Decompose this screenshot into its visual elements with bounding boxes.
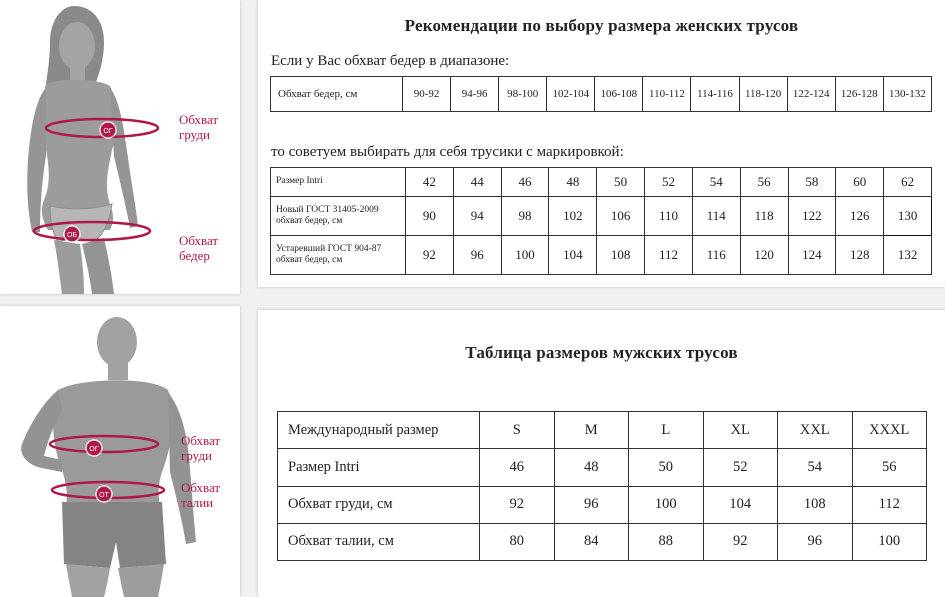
table-cell: 118 bbox=[740, 196, 788, 235]
table-cell: 120 bbox=[740, 235, 788, 274]
table-cell: 116 bbox=[692, 235, 740, 274]
table-cell: 118-120 bbox=[739, 77, 787, 112]
table-row bbox=[271, 196, 932, 235]
table-cell: 48 bbox=[554, 449, 629, 486]
table-cell: 104 bbox=[703, 486, 778, 523]
table-cell: 104 bbox=[549, 235, 597, 274]
table-cell: 90 bbox=[406, 196, 454, 235]
table-cell: 128 bbox=[836, 235, 884, 274]
table-row bbox=[271, 168, 932, 197]
table-cell: 42 bbox=[406, 168, 454, 197]
table-cell: 96 bbox=[453, 235, 501, 274]
table-cell: 106-108 bbox=[595, 77, 643, 112]
table-cell: 56 bbox=[852, 449, 927, 486]
table-cell: 92 bbox=[703, 523, 778, 560]
table-cell: 98 bbox=[501, 196, 549, 235]
table-cell: 130-132 bbox=[883, 77, 931, 112]
table-cell: 94-96 bbox=[451, 77, 499, 112]
table-cell: 94 bbox=[453, 196, 501, 235]
table-cell: 44 bbox=[453, 168, 501, 197]
row-header-chest: Обхват груди, см bbox=[278, 486, 480, 523]
hips-range-table bbox=[270, 76, 932, 112]
chest-marker: ОГ bbox=[89, 446, 99, 453]
women-size-panel bbox=[258, 0, 945, 287]
table-cell: 114 bbox=[692, 196, 740, 235]
row-header-intri: Размер Intri bbox=[271, 168, 406, 197]
table-cell: 54 bbox=[692, 168, 740, 197]
table-row bbox=[278, 486, 927, 523]
table-cell: 96 bbox=[554, 486, 629, 523]
table-cell: 58 bbox=[788, 168, 836, 197]
table-cell: 50 bbox=[597, 168, 645, 197]
table-cell: 84 bbox=[554, 523, 629, 560]
table-cell: 92 bbox=[406, 235, 454, 274]
table-row bbox=[271, 235, 932, 274]
table-cell: 88 bbox=[629, 523, 704, 560]
table-cell: 106 bbox=[597, 196, 645, 235]
female-figure-panel bbox=[0, 0, 240, 294]
table-row bbox=[278, 449, 927, 486]
row-header-old-gost: Устаревший ГОСТ 904-87 обхват бедер, см bbox=[271, 235, 406, 274]
table-cell: 122 bbox=[788, 196, 836, 235]
table-cell: XL bbox=[703, 412, 778, 449]
table-row bbox=[278, 523, 927, 560]
table-cell: 110-112 bbox=[643, 77, 691, 112]
table-cell: 52 bbox=[645, 168, 693, 197]
table-cell: 126-128 bbox=[835, 77, 883, 112]
table-row bbox=[271, 77, 932, 112]
table-cell: 124 bbox=[788, 235, 836, 274]
table-row bbox=[278, 412, 927, 449]
bust-measure-label: Обхват груди bbox=[179, 112, 219, 142]
table-cell: 56 bbox=[740, 168, 788, 197]
table-cell: XXL bbox=[778, 412, 853, 449]
table-cell: 100 bbox=[629, 486, 704, 523]
table-cell: 122-124 bbox=[787, 77, 835, 112]
marking-table bbox=[270, 167, 932, 275]
row-header-waist: Обхват талии, см bbox=[278, 523, 480, 560]
table-cell: 112 bbox=[852, 486, 927, 523]
male-figure-panel bbox=[0, 306, 240, 597]
table-cell: 46 bbox=[501, 168, 549, 197]
table-cell: 108 bbox=[778, 486, 853, 523]
table-cell: 50 bbox=[629, 449, 704, 486]
hips-measure-label: Обхват бедер bbox=[179, 233, 219, 263]
table-cell: 54 bbox=[778, 449, 853, 486]
men-size-panel bbox=[258, 310, 945, 597]
table-cell: 102-104 bbox=[547, 77, 595, 112]
row-header-intri: Размер Intri bbox=[278, 449, 480, 486]
row-header-new-gost: Новый ГОСТ 31405-2009 обхват бедер, см bbox=[271, 196, 406, 235]
table-cell: 46 bbox=[480, 449, 555, 486]
table-cell: 92 bbox=[480, 486, 555, 523]
waist-measure-label: Обхват талии bbox=[181, 480, 221, 510]
women-intro-text: Если у Вас обхват бедер в диапазоне: bbox=[271, 53, 510, 69]
table-cell: 126 bbox=[836, 196, 884, 235]
chest-measure-label: Обхват груди bbox=[181, 433, 221, 463]
table-cell: S bbox=[480, 412, 555, 449]
table-cell: L bbox=[629, 412, 704, 449]
table-cell: 52 bbox=[703, 449, 778, 486]
table-cell-highlighted: 130 bbox=[884, 196, 932, 235]
waist-marker: ОТ bbox=[99, 492, 109, 499]
hips-row-header: Обхват бедер, см bbox=[271, 77, 403, 112]
table-cell: 96 bbox=[778, 523, 853, 560]
table-cell: 108 bbox=[597, 235, 645, 274]
row-header-international: Международный размер bbox=[278, 412, 480, 449]
table-cell: 102 bbox=[549, 196, 597, 235]
table-cell: 62 bbox=[884, 168, 932, 197]
men-size-table bbox=[277, 411, 927, 561]
women-advice-text: то советуем выбирать для себя трусики с маркировкой: bbox=[271, 144, 624, 160]
table-cell: 112 bbox=[645, 235, 693, 274]
men-size-title: Таблица размеров мужских трусов bbox=[465, 343, 738, 362]
table-cell: 132 bbox=[884, 235, 932, 274]
table-cell: 80 bbox=[480, 523, 555, 560]
table-cell: 90-92 bbox=[403, 77, 451, 112]
hips-marker: ОБ bbox=[66, 232, 78, 239]
table-cell: 60 bbox=[836, 168, 884, 197]
table-cell: M bbox=[554, 412, 629, 449]
table-cell: XXXL bbox=[852, 412, 927, 449]
table-cell: 98-100 bbox=[499, 77, 547, 112]
table-cell: 100 bbox=[501, 235, 549, 274]
table-cell: 48 bbox=[549, 168, 597, 197]
table-cell: 110 bbox=[645, 196, 693, 235]
table-cell: 114-116 bbox=[691, 77, 739, 112]
bust-marker: ОГ bbox=[103, 128, 113, 135]
women-size-title: Рекомендации по выбору размера женских трусов bbox=[404, 16, 799, 35]
table-cell: 100 bbox=[852, 523, 927, 560]
